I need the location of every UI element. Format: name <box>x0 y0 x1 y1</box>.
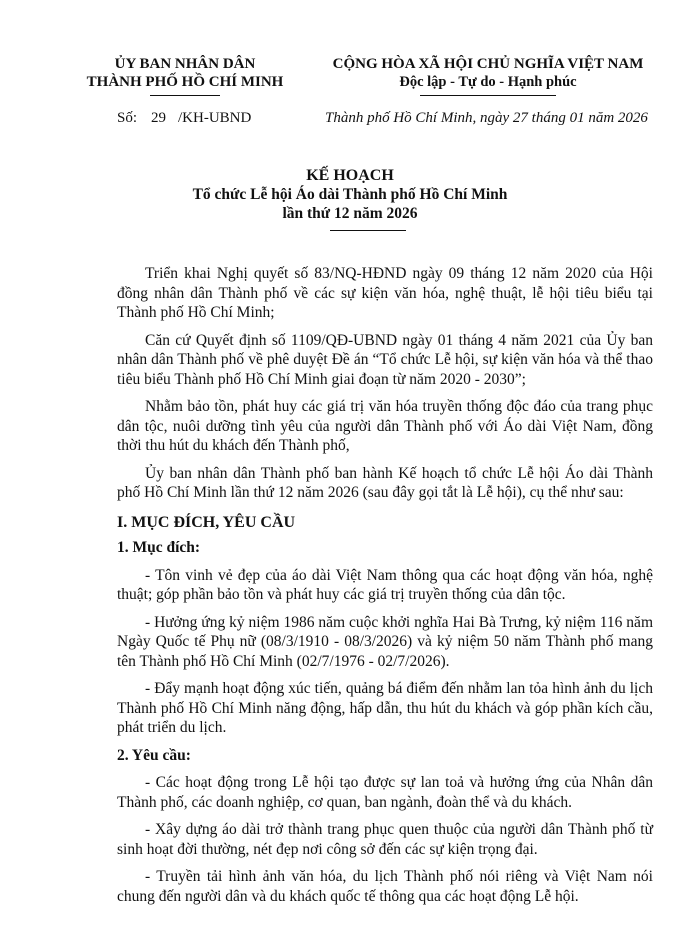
nation-line-1: CỘNG HÒA XÃ HỘI CHỦ NGHĨA VIỆT NAM <box>332 56 644 72</box>
list-item: - Tôn vinh vẻ đẹp của áo dài Việt Nam thông qua các hoạt động văn hóa, nghệ thuật; góp phần bảo tồn và phát huy các giá trị truyền thống của dân tộc. <box>117 566 653 603</box>
list-item: - Truyền tải hình ảnh văn hóa, du lịch Thành phố nói riêng và Việt Nam nói chung đến người dân và du khách quốc tế thông qua các hoạt động Lễ hội. <box>117 868 653 905</box>
list-item: - Các hoạt động trong Lễ hội tạo được sự lan toả và hưởng ứng của Nhân dân Thành phố, các doanh nghiệp, cơ quan, ban ngành, đoàn thể và du khách. <box>117 774 653 811</box>
paragraph: Nhằm bảo tồn, phát huy các giá trị văn hóa truyền thống độc đáo của trang phục dân tộc, nuôi dưỡng tình yêu của người dân Thành phố với Áo dài Việt Nam, đồng thời thu hút du khách đến Thành phố, <box>117 398 653 454</box>
list-item: - Xây dựng áo dài trở thành trang phục quen thuộc của người dân Thành phố từ sinh hoạt đời thường, nét đẹp nơi công sở đến các sự kiện trọng đại. <box>117 821 653 858</box>
agency-line-2: THÀNH PHỐ HỒ CHÍ MINH <box>86 74 284 90</box>
document-subject-line-2: lần thứ 12 năm 2026 <box>282 205 418 222</box>
section-heading: I. MỤC ĐÍCH, YÊU CẦU <box>117 513 296 531</box>
doc-no-value: 29 <box>151 110 167 126</box>
subsection-heading: 2. Yêu cầu: <box>117 746 191 764</box>
motto-underline <box>420 95 556 96</box>
document-subject-line-1: Tổ chức Lễ hội Áo dài Thành phố Hồ Chí Minh <box>192 186 508 203</box>
paragraph: Ủy ban nhân dân Thành phố ban hành Kế hoạch tổ chức Lễ hội Áo dài Thành phố Hồ Chí Minh lần thứ 12 năm 2026 (sau đây gọi tắt là Lễ hội), cụ thể như sau: <box>117 464 653 501</box>
document-number <box>117 110 251 127</box>
subsection-heading: 1. Mục đích: <box>117 539 201 556</box>
document-body <box>117 264 653 906</box>
document-type-title: KẾ HOẠCH <box>306 167 394 184</box>
agency-line-1: ỦY BAN NHÂN DÂN <box>114 56 256 72</box>
title-underline <box>330 230 406 231</box>
doc-no-suffix: /KH-UBND <box>178 110 252 126</box>
agency-underline <box>150 95 220 96</box>
paragraph: Triển khai Nghị quyết số 83/NQ-HĐND ngày 09 tháng 12 năm 2020 của Hội đồng nhân dân Thành phố về các sự kiện văn hóa, nghệ thuật, lễ hội tiêu biểu tại Thành phố Hồ Chí Minh; <box>117 265 653 321</box>
list-item: - Đẩy mạnh hoạt động xúc tiến, quảng bá điểm đến nhằm lan tỏa hình ảnh du lịch Thành phố Hồ Chí Minh năng động, hấp dẫn, thu hút du khách và góp phần kích cầu, phát triển du lịch. <box>117 680 653 736</box>
nation-motto: Độc lập - Tự do - Hạnh phúc <box>399 74 577 90</box>
issue-date: Thành phố Hồ Chí Minh, ngày 27 tháng 01 năm 2026 <box>325 110 648 126</box>
national-header <box>318 55 658 91</box>
issuing-agency <box>80 55 290 91</box>
list-item: - Hưởng ứng kỷ niệm 1986 năm cuộc khởi nghĩa Hai Bà Trưng, kỷ niệm 116 năm Ngày Quốc tế Phụ nữ (08/3/1910 - 08/3/2026) và kỷ niệm 50 năm Thành phố mang tên Thành phố Hồ Chí Minh (02/7/1976 - 02/7/2026). <box>117 613 653 670</box>
paragraph: Căn cứ Quyết định số 1109/QĐ-UBND ngày 01 tháng 4 năm 2021 của Ủy ban nhân dân Thành phố về phê duyệt Đề án “Tổ chức Lễ hội, sự kiện văn hóa và thể thao tiêu biểu Thành phố Hồ Chí Minh giai đoạn từ năm 2020 - 2030”; <box>117 331 653 388</box>
doc-no-label: Số: <box>117 110 138 126</box>
